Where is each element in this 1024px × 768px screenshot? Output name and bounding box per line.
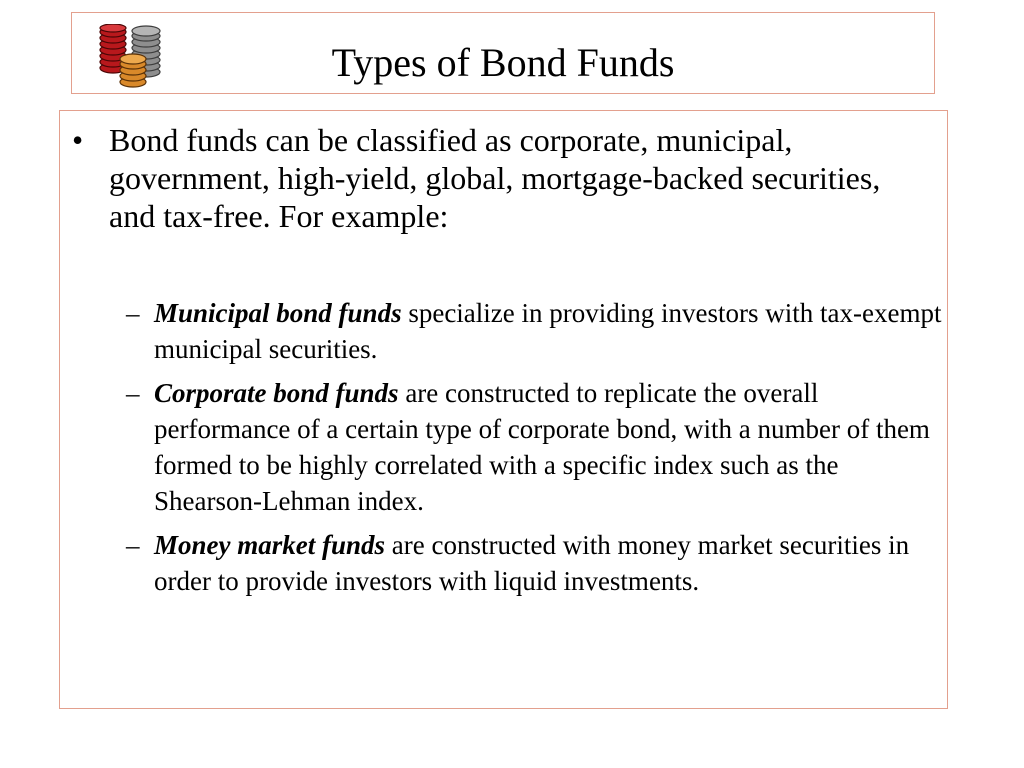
title-box xyxy=(71,12,935,94)
term-corporate-bond-funds: Corporate bond funds xyxy=(154,378,399,408)
bullet-marker: • xyxy=(72,122,84,158)
dash-marker: – xyxy=(126,378,140,408)
description-corporate: are constructed to replicate the overall performance of a certain type of corporate bond, with a number of them formed to be highly correlated with a specific index such as the Shearson-Lehman index. xyxy=(154,378,930,516)
sub-bullet-corporate xyxy=(60,375,947,519)
description-money-market: are constructed with money market securities in order to provide investors with liquid investments. xyxy=(154,530,910,596)
sub-bullet-municipal xyxy=(60,295,947,367)
description-municipal: specialize in providing investors with tax-exempt municipal securities. xyxy=(154,298,942,364)
slide-title: Types of Bond Funds xyxy=(331,40,675,85)
content-box xyxy=(59,110,948,709)
sub-bullet-text xyxy=(154,527,944,599)
main-bullet-text: Bond funds can be classified as corporate, municipal, government, high-yield, global, mortgage-backed securities, and tax-free. For example: xyxy=(109,122,881,234)
dash-marker: – xyxy=(126,298,140,328)
sub-bullet-list xyxy=(60,295,947,607)
sub-bullet-text xyxy=(154,295,944,367)
term-municipal-bond-funds: Municipal bond funds xyxy=(154,298,402,328)
dash-marker: – xyxy=(126,530,140,560)
sub-bullet-text xyxy=(154,375,944,519)
term-money-market-funds: Money market funds xyxy=(154,530,386,560)
sub-bullet-money-market xyxy=(60,527,947,599)
